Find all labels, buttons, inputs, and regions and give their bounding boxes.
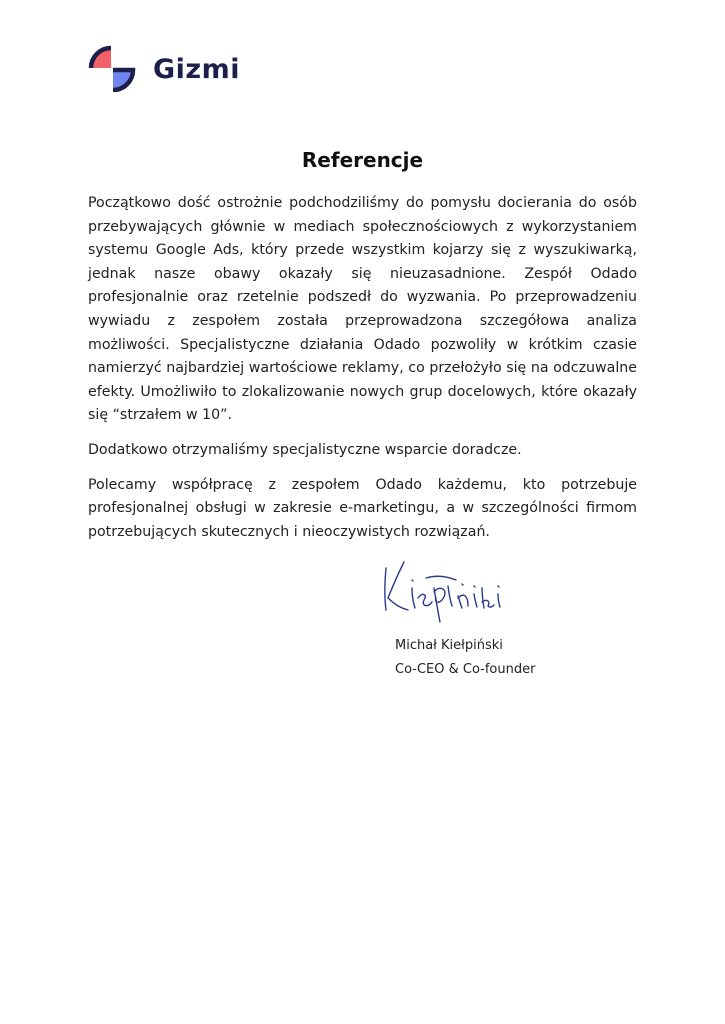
signer-block	[395, 634, 535, 682]
brand-name: Gizmi	[153, 53, 241, 85]
paragraph-testimonial: Początkowo dość ostrożnie podchodziliśmy do pomysłu docierania do osób przebywających głównie w mediach społecznościowych z wykorzystaniem systemu Google Ads, który przede wszystkim kojarzy się z wyszukiwarką, jednak nasze obawy okazały się nieuzasadnione. Zespół Odado profesjonalnie oraz rzetelnie podszedł do wyzwania. Po przeprowadzeniu wywiadu z zespołem została przeprowadzona szczegółowa analiza możliwości. Specjalistyczne działania Odado pozwoliły w krótkim czasie namierzyć najbardziej wartościowe reklamy, co przełożyło się na odczuwalne efekty. Umożliwiło to zlokalizowanie nowych grup docelowych, które okazały się “strzałem w 10”.	[88, 195, 637, 424]
signer-name: Michał Kiełpiński	[395, 638, 503, 653]
paragraph-support: Dodatkowo otrzymaliśmy specjalistyczne wsparcie doradcze.	[88, 441, 522, 458]
handwritten-signature-icon	[378, 558, 506, 624]
paragraph-recommendation: Polecamy współpracę z zespołem Odado każdemu, kto potrzebuje profesjonalnej obsługi w zakresie e-marketingu, a w szczególności firmom potrzebujących skutecznych i nieoczywistych rozwiązań.	[88, 476, 637, 540]
signer-role: Co-CEO & Co-founder	[395, 662, 536, 677]
gizmi-logo	[87, 44, 240, 92]
document-body	[88, 192, 637, 555]
document-title: Referencje	[301, 148, 424, 172]
gizmi-logo-icon	[87, 44, 137, 92]
